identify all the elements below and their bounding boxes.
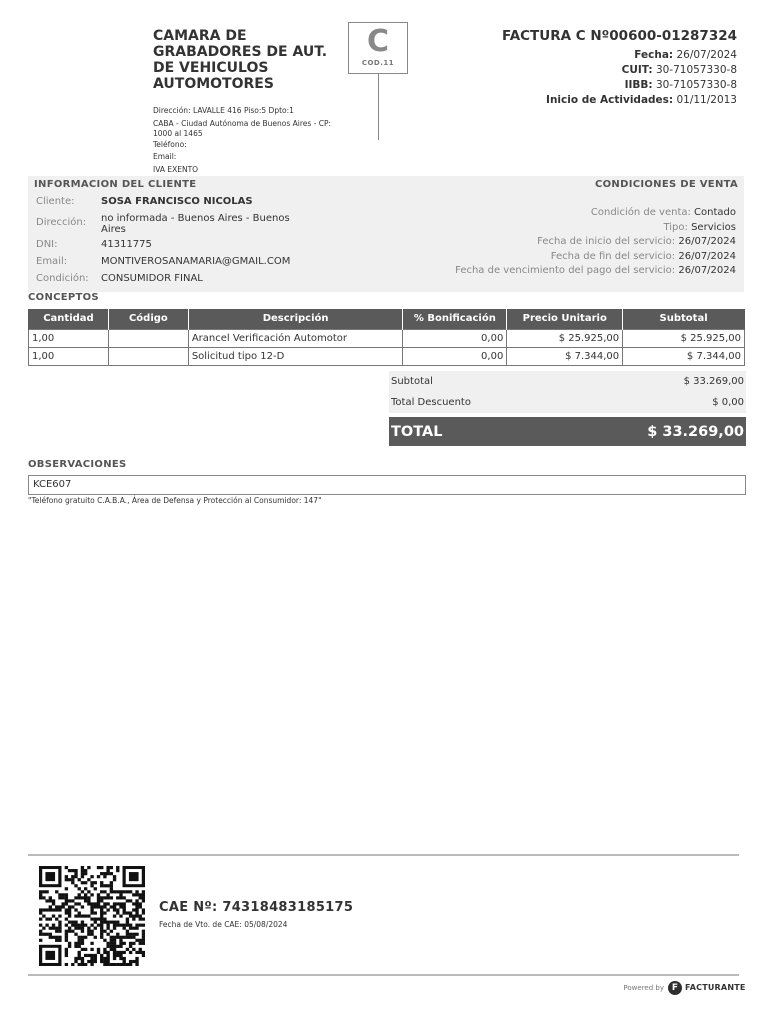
client-info-panel: INFORMACION DEL CLIENTE CONDICIONES DE VENTA Cliente: SOSA FRANCISCO NICOLAS Dirección: no informada - Buenos Aires - Buenos Aires DNI: 41311775 Email: MONTIVEROSANAMARIA@GMAIL.COM Condición: CONSUMIDOR FINAL Condición de venta: Contado Tipo: Servicios Fecha de inicio del servicio: 26/07/2024 Fecha de fin del servicio: 26/07/2024 Fecha de vencimiento del pago del servicio: 26/07/2024 [28, 176, 744, 292]
cell-code [108, 329, 188, 347]
company-details [153, 106, 343, 175]
conditions-section-title: CONDICIONES DE VENTA [594, 179, 738, 190]
cell-quantity: 1,00 [29, 329, 109, 347]
consumer-phone-note: "Teléfono gratuito C.A.B.A., Área de Defensa y Protección al Consumidor: 147" [28, 496, 322, 505]
qr-code [39, 866, 145, 966]
cell-subtotal: $ 25.925,00 [623, 329, 745, 347]
subtotal-row [389, 371, 746, 392]
col-header-description: Descripción [188, 309, 403, 329]
table-header-row [29, 309, 745, 329]
cell-discount: 0,00 [403, 347, 507, 365]
company-email: Email: [153, 152, 177, 161]
cell-description: Solicitud tipo 12-D [188, 347, 403, 365]
company-logo [36, 22, 118, 112]
cell-discount: 0,00 [403, 329, 507, 347]
cell-quantity: 1,00 [29, 347, 109, 365]
cell-unit-price: $ 7.344,00 [507, 347, 623, 365]
company-address-line2: CABA - Ciudad Autónoma de Buenos Aires - CP: 1000 al 1465 [153, 118, 332, 138]
invoice-title: FACTURA C Nº00600-01287324 [502, 28, 737, 44]
total-value: $ 33.269,00 [647, 423, 744, 440]
footer-top-rule [28, 854, 739, 856]
totals-block [389, 371, 746, 446]
cell-subtotal: $ 7.344,00 [623, 347, 745, 365]
table-row [29, 347, 745, 365]
company-name: CAMARA DE GRABADORES DE AUT. DE VEHICULOS AUTOMOTORES [153, 28, 328, 92]
discount-value: $ 0,00 [712, 397, 744, 408]
invoice-type-letter: C [366, 24, 390, 59]
condition-service-start: Fecha de inicio del servicio: 26/07/2024 [537, 236, 736, 247]
observations-box: KCE607 [28, 475, 746, 495]
facturante-logo [668, 980, 746, 995]
condition-sale: Condición de venta: Contado [590, 207, 736, 218]
facturante-logo-icon: F [668, 981, 682, 995]
total-row [389, 417, 746, 446]
invoice-date: Fecha: 26/07/2024 [634, 49, 737, 61]
col-header-unit-price: Precio Unitario [507, 309, 623, 329]
concepts-section-title: CONCEPTOS [28, 292, 99, 303]
discount-label: Total Descuento [391, 397, 471, 408]
subtotal-value: $ 33.269,00 [683, 376, 744, 387]
col-header-code: Código [108, 309, 188, 329]
invoice-cuit: CUIT: 30-71057330-8 [621, 64, 737, 76]
col-header-subtotal: Subtotal [623, 309, 745, 329]
col-header-quantity: Cantidad [29, 309, 109, 329]
powered-by-label: Powered by [623, 984, 664, 992]
concepts-table [28, 309, 745, 366]
header-divider [378, 74, 379, 140]
cell-description: Arancel Verificación Automotor [188, 329, 403, 347]
company-address-line1: Dirección: LAVALLE 416 Piso:5 Dpto:1 [153, 106, 294, 115]
condition-service-end: Fecha de fin del servicio: 26/07/2024 [550, 250, 736, 262]
cae-expiry-date: Fecha de Vto. de CAE: 05/08/2024 [159, 920, 288, 929]
sale-conditions [455, 206, 736, 279]
cell-unit-price: $ 25.925,00 [507, 329, 623, 347]
condition-payment-due: Fecha de vencimiento del pago del servicio: 26/07/2024 [455, 265, 736, 276]
discount-row [389, 392, 746, 413]
client-section-title: INFORMACION DEL CLIENTE [34, 179, 197, 190]
invoice-header [502, 27, 737, 108]
cell-code [108, 347, 188, 365]
invoice-start-date: Inicio de Actividades: 01/11/2013 [546, 94, 737, 106]
invoice-type-code: COD.11 [361, 59, 395, 67]
invoice-type-box [348, 22, 408, 74]
total-label: TOTAL [391, 423, 443, 440]
company-block [153, 28, 343, 175]
condition-type: Tipo: Servicios [663, 221, 736, 233]
subtotal-label: Subtotal [391, 376, 433, 387]
company-phone: Teléfono: [153, 139, 187, 149]
facturante-logo-text: FACTURANTE [685, 983, 746, 992]
observations-section-title: OBSERVACIONES [28, 459, 127, 470]
invoice-iibb: IIBB: 30-71057330-8 [624, 79, 737, 91]
company-iva: IVA EXENTO [153, 164, 199, 174]
col-header-discount: % Bonificación [403, 309, 507, 329]
cae-number: CAE Nº: 74318483185175 [159, 900, 354, 915]
table-row [29, 329, 745, 347]
footer-bottom-rule [28, 974, 739, 976]
